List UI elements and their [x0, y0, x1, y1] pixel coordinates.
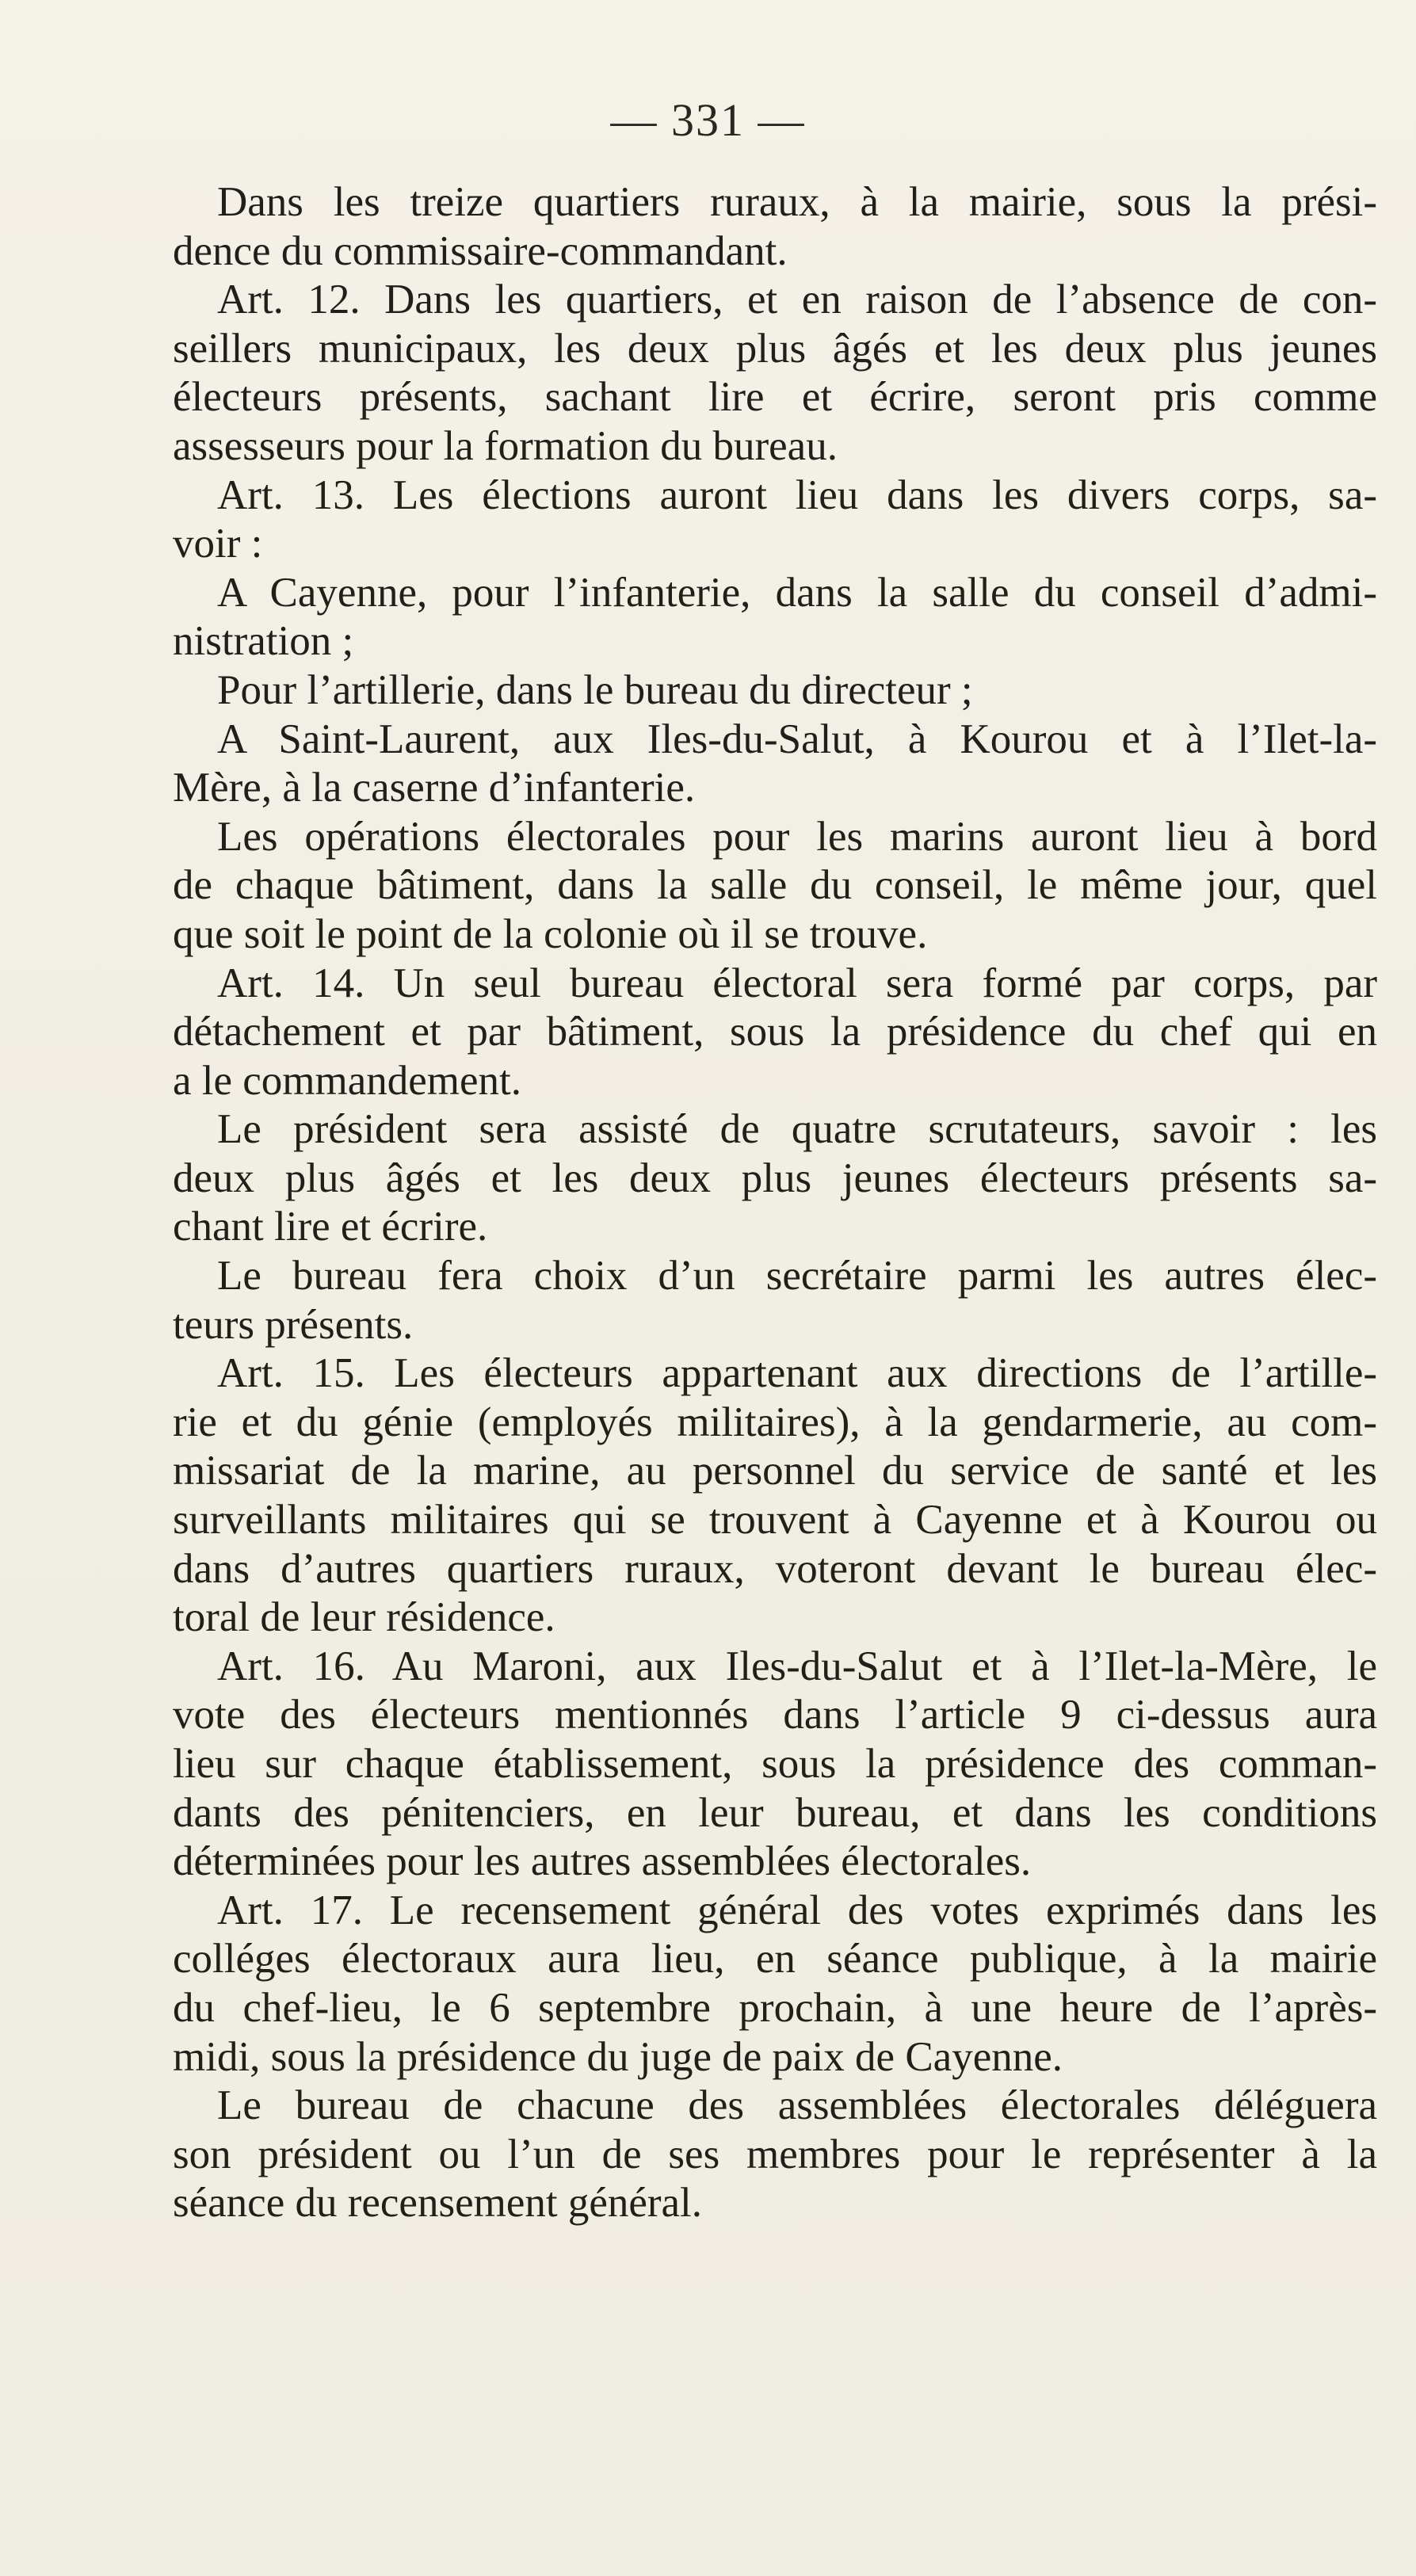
- text-line: A Saint-Laurent, aux Iles-du-Salut, à Kourou et à l’Ilet-la-: [217, 716, 1377, 762]
- text-line: dants des pénitenciers, en leur bureau, et dans les conditions: [173, 1789, 1377, 1836]
- text-line: Art. 13. Les élections auront lieu dans les divers corps, sa-: [217, 471, 1377, 518]
- text-line: du chef-lieu, le 6 septembre prochain, à une heure de l’après-: [173, 1984, 1377, 2031]
- text-line: séance du recensement général.: [173, 2180, 703, 2227]
- text-line: Le bureau fera choix d’un secrétaire parmi les autres élec-: [217, 1253, 1377, 1299]
- text-line: Le bureau de chacune des assemblées électorales déléguera: [217, 2082, 1377, 2129]
- text-line: Le président sera assisté de quatre scrutateurs, savoir : les: [217, 1106, 1377, 1153]
- text-line: rie et du génie (employés militaires), à la gendarmerie, au com-: [173, 1399, 1377, 1445]
- text-line: dence du commissaire-commandant.: [173, 227, 788, 274]
- text-line: électeurs présents, sachant lire et écrire, seront pris comme: [173, 374, 1377, 421]
- body-text: [173, 178, 1377, 2228]
- text-line: Art. 17. Le recensement général des votes exprimés dans les: [217, 1887, 1377, 1933]
- text-line: son président ou l’un de ses membres pour le représenter à la: [173, 2131, 1377, 2177]
- text-line: missariat de la marine, au personnel du service de santé et les: [173, 1448, 1377, 1494]
- text-line: Mère, à la caserne d’infanterie.: [173, 765, 696, 811]
- text-line: nistration ;: [173, 618, 354, 665]
- text-line: Art. 15. Les électeurs appartenant aux directions de l’artille-: [217, 1350, 1377, 1397]
- text-line: surveillants militaires qui se trouvent à Cayenne et à Kourou ou: [173, 1497, 1377, 1544]
- text-line: a le commandement.: [173, 1057, 522, 1104]
- page-number: — 331 —: [610, 94, 806, 146]
- text-line: seillers municipaux, les deux plus âgés et les deux plus jeunes: [173, 325, 1377, 372]
- text-line: chant lire et écrire.: [173, 1204, 488, 1250]
- text-line: Art. 14. Un seul bureau électoral sera formé par corps, par: [217, 960, 1377, 1006]
- text-line: de chaque bâtiment, dans la salle du conseil, le même jour, quel: [173, 862, 1377, 909]
- text-line: voir :: [173, 521, 263, 567]
- text-line: assesseurs pour la formation du bureau.: [173, 422, 838, 469]
- text-line: Art. 12. Dans les quartiers, et en raison de l’absence de con-: [217, 277, 1377, 323]
- text-line: Pour l’artillerie, dans le bureau du directeur ;: [217, 666, 973, 713]
- text-line: toral de leur résidence.: [173, 1594, 555, 1641]
- text-line: déterminées pour les autres assemblées électorales.: [173, 1838, 1032, 1885]
- text-line: que soit le point de la colonie où il se trouve.: [173, 910, 928, 957]
- text-line: midi, sous la présidence du juge de paix de Cayenne.: [173, 2033, 1063, 2080]
- text-line: lieu sur chaque établissement, sous la présidence des comman-: [173, 1741, 1377, 1787]
- text-line: Dans les treize quartiers ruraux, à la mairie, sous la prési-: [217, 179, 1377, 225]
- text-line: dans d’autres quartiers ruraux, voteront devant le bureau élec-: [173, 1545, 1377, 1592]
- text-line: A Cayenne, pour l’infanterie, dans la salle du conseil d’admi-: [217, 569, 1377, 616]
- text-line: Art. 16. Au Maroni, aux Iles-du-Salut et à l’Ilet-la-Mère, le: [217, 1643, 1377, 1689]
- text-line: vote des électeurs mentionnés dans l’article 9 ci-dessus aura: [173, 1692, 1377, 1738]
- text-line: deux plus âgés et les deux plus jeunes électeurs présents sa-: [173, 1154, 1377, 1201]
- text-line: colléges électoraux aura lieu, en séance publique, à la mairie: [173, 1936, 1377, 1983]
- text-line: Les opérations électorales pour les marins auront lieu à bord: [217, 813, 1377, 860]
- text-line: détachement et par bâtiment, sous la présidence du chef qui en: [173, 1009, 1377, 1055]
- text-line: teurs présents.: [173, 1301, 414, 1348]
